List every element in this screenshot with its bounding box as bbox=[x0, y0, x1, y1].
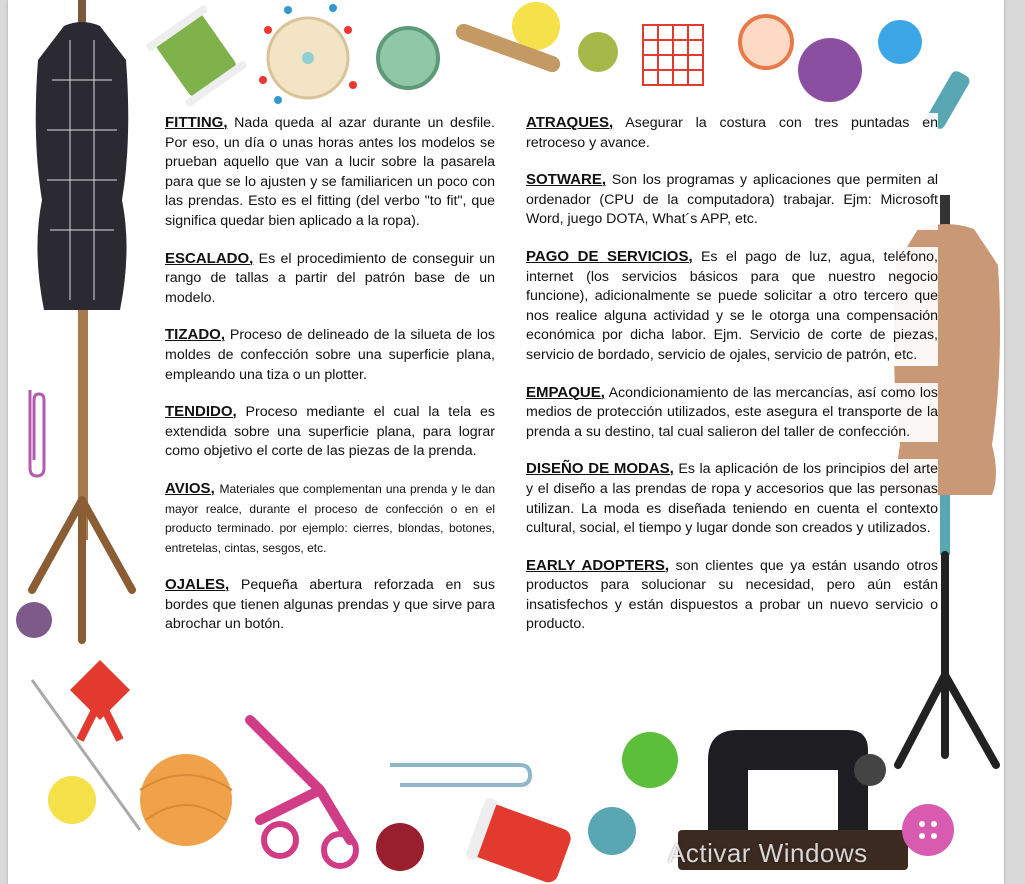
glossary-entry-sotware bbox=[526, 170, 938, 230]
entry-term: ESCALADO, bbox=[165, 249, 254, 267]
entry-term: OJALES, bbox=[165, 576, 230, 594]
entry-body: Es la aplicación de los principios del arte y el diseño a las prendas de ropa y accesorios que las personas utilizan. La moda es diseñada teniendo en cuenta el contexto cultural, social, el tiempo y lugar donde son creados y utilizados. bbox=[526, 461, 938, 537]
entry-body: Asegurar la costura con tres puntadas en retroceso y avance. bbox=[526, 115, 938, 151]
entry-body: Proceso mediante el cual la tela es extendida sobre una superficie plana, para lograr como objetivo el corte de las piezas de la prenda. bbox=[165, 404, 495, 460]
green-thread-spool-illustration bbox=[146, 0, 246, 110]
glossary-entry-tizado bbox=[165, 325, 495, 385]
entry-term: SOTWARE, bbox=[526, 171, 607, 189]
glossary-entry-pago-de-servicios bbox=[526, 247, 938, 366]
entry-term: EMPAQUE, bbox=[526, 383, 605, 401]
bottom-center-sewing-items bbox=[380, 735, 640, 884]
entry-body: son clientes que ya están usando otros productos para solucionar su necesidad, pero aún están insatisfechos y están dispuestos a probar un nuevo servicio o producto. bbox=[526, 557, 938, 633]
pink-button-illustration bbox=[898, 800, 958, 860]
glossary-entry-fitting bbox=[165, 113, 495, 232]
button-illustrations-top bbox=[378, 0, 998, 130]
paperclip-illustration bbox=[22, 380, 52, 480]
entry-body: Materiales que complementan una prenda y le dan mayor realce, durante el proceso de confección o en el producto terminado. por ejemplo: cierres, blondas, botones, entretelas, cintas, sesgos, etc. bbox=[165, 481, 495, 555]
dark-mannequin-illustration bbox=[22, 0, 142, 640]
entry-body: Pequeña abertura reforzada en sus bordes que tienen algunas prendas y que sirve para abrochar un botón. bbox=[165, 577, 495, 633]
entry-body: Acondicionamiento de las mercancías, así como los medios de protección utilizados, este asegura el transporte de la prenda a su destino, tal cual salieron del taller de confección. bbox=[526, 384, 938, 440]
glossary-entry-tendido bbox=[165, 402, 495, 462]
entry-term: ATRAQUES, bbox=[526, 114, 614, 131]
entry-term: AVIOS, bbox=[165, 479, 215, 497]
entry-term: TIZADO, bbox=[165, 326, 225, 344]
entry-body: Es el procedimiento de conseguir un rango de tallas a partir del patrón base de un modelo. bbox=[165, 250, 495, 306]
entry-term: EARLY ADOPTERS, bbox=[526, 556, 670, 574]
glossary-entry-avios bbox=[165, 479, 495, 558]
glossary-entry-ojales bbox=[165, 575, 495, 635]
activate-windows-watermark: Activar Windows bbox=[668, 838, 868, 868]
entry-term: TENDIDO, bbox=[165, 403, 237, 421]
left-glossary-column bbox=[165, 113, 495, 652]
glossary-entry-empaque bbox=[526, 383, 938, 443]
glossary-entry-atraques bbox=[526, 113, 938, 153]
entry-body: Nada queda al azar durante un desfile. Por eso, un día o unas horas antes los modelos se prueban aquello que van a lucir sobre la pasarela para que se lo ajusten y se familiaricen un poco con las prendas. Esto es el fitting (del verbo "to fit", que significa quedar bien aplicado a la ropa). bbox=[165, 115, 495, 229]
entry-body: Proceso de delineado de la silueta de los moldes de confección sobre una superficie plana, empleando una tiza o un plotter. bbox=[165, 327, 495, 383]
entry-term: PAGO DE SERVICIOS, bbox=[526, 247, 693, 265]
entry-body: Son los programas y aplicaciones que permiten al ordenador (CPU de la computadora) trabajar. Ejm: Microsoft Word, juego DOTA, What´s APP, etc. bbox=[526, 172, 938, 228]
glossary-entry-diseno-de-modas bbox=[526, 459, 938, 538]
glossary-entry-early-adopters bbox=[526, 556, 938, 635]
document-page bbox=[8, 0, 1004, 884]
right-glossary-column bbox=[526, 113, 938, 652]
entry-term: FITTING, bbox=[165, 114, 228, 131]
entry-body: Es el pago de luz, agua, teléfono, internet (los servicios básicos para que nuestro negocio funcione), adicionalmente se puede solicitar a otro tercero que nos realice alguna actividad y se le otorga una compensación económica por dicha labor. Ejm. Servicio de corte de piezas, servicio de bordado, servicio de ojales, servicio de patrón, etc. bbox=[526, 248, 938, 363]
pincushion-illustration bbox=[248, 0, 378, 110]
entry-term: DISEÑO DE MODAS, bbox=[526, 460, 674, 478]
glossary-entry-escalado bbox=[165, 249, 495, 309]
